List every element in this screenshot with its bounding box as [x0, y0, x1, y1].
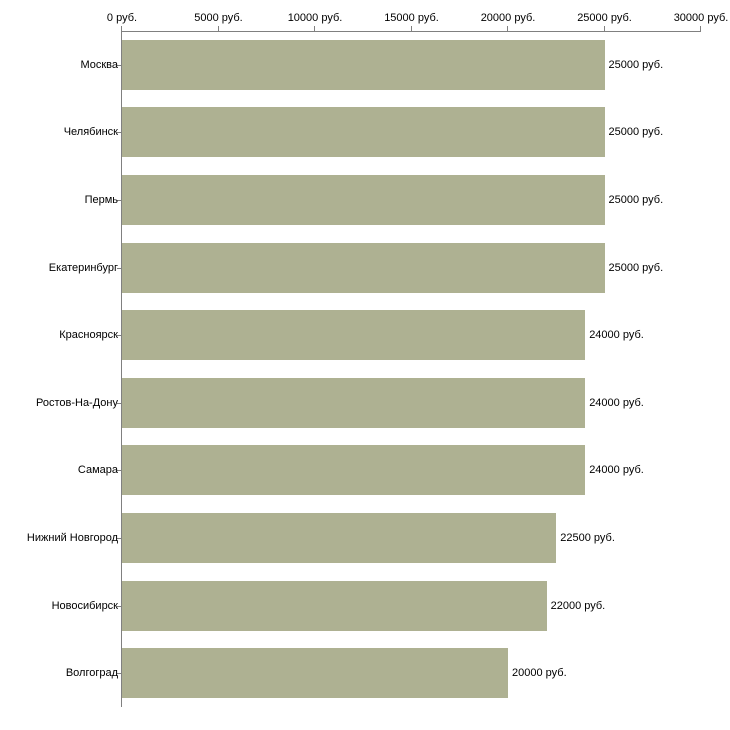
category-label: Екатеринбург — [48, 261, 118, 274]
category-label: Волгоград — [65, 667, 118, 680]
bar-value-label: 25000 руб. — [608, 126, 664, 139]
bar[interactable] — [122, 40, 605, 90]
bar[interactable] — [122, 378, 585, 428]
x-axis-tick-mark — [507, 26, 508, 31]
x-axis-line — [121, 31, 701, 32]
x-axis-tick-label: 25000 руб. — [577, 12, 632, 24]
bar-value-label: 24000 руб. — [589, 464, 644, 477]
bar-value-label: 25000 руб. — [608, 194, 664, 206]
category-label: Пермь — [84, 194, 118, 206]
bar-value-label: 24000 руб. — [589, 396, 644, 409]
bar[interactable] — [122, 513, 556, 563]
bar-value-label: 25000 руб. — [608, 58, 664, 71]
bar[interactable] — [122, 648, 508, 698]
bar[interactable] — [122, 445, 585, 495]
bar-value-label: 22500 руб. — [560, 532, 615, 544]
bar-value-label: 20000 руб. — [512, 667, 567, 680]
category-label: Москва — [80, 58, 118, 71]
bar[interactable] — [122, 107, 605, 157]
bar-value-label: 22000 руб. — [550, 599, 606, 612]
bar[interactable] — [122, 243, 605, 293]
bar-value-label: 24000 руб. — [589, 329, 644, 342]
bar[interactable] — [122, 175, 605, 225]
bar[interactable] — [122, 581, 547, 631]
x-axis-tick-label: 5000 руб. — [194, 12, 243, 24]
category-label: Красноярск — [59, 329, 118, 342]
category-label: Самара — [77, 464, 118, 477]
x-axis-tick-mark — [121, 26, 122, 31]
x-axis-tick-label: 10000 руб. — [287, 12, 343, 24]
category-label: Нижний Новгород — [26, 532, 118, 544]
x-axis-tick-mark — [314, 26, 315, 31]
x-axis-tick-mark — [604, 26, 605, 31]
category-label: Ростов-На-Дону — [35, 396, 118, 409]
x-axis-tick-mark — [411, 26, 412, 31]
x-axis-tick-mark — [218, 26, 219, 31]
x-axis-tick-mark — [700, 26, 701, 31]
category-label: Новосибирск — [51, 599, 118, 612]
bar-value-label: 25000 руб. — [608, 261, 664, 274]
x-axis-tick-label: 30000 руб. — [673, 12, 729, 24]
x-axis-tick-label: 15000 руб. — [384, 12, 439, 24]
bar[interactable] — [122, 310, 585, 360]
x-axis-tick-label: 0 руб. — [106, 12, 138, 24]
category-label: Челябинск — [63, 126, 118, 139]
x-axis-tick-label: 20000 руб. — [480, 12, 536, 24]
